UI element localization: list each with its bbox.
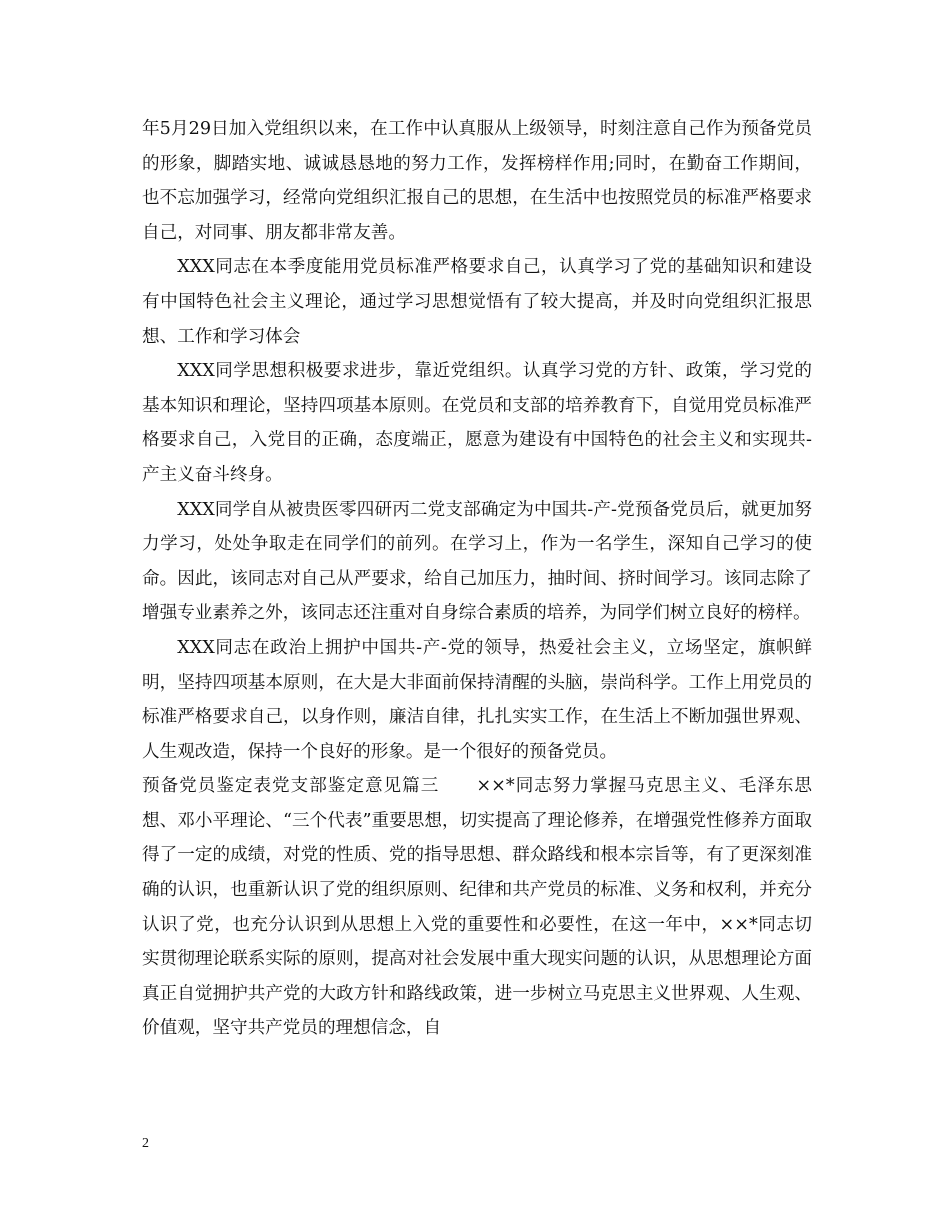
- paragraph-continuation: 年5月29日加入党组织以来，在工作中认真服从上级领导，时刻注意自己作为预备党员的形象，脚踏实地、诚诚恳恳地的努力工作，发挥榜样作用;同时，在勤奋工作期间，也不忘加强学习，经常向党组织汇报自己的思想，在生活中也按照党员的标准严格要求自己，对同事、朋友都非常友善。: [142, 119, 812, 243]
- document-body: [142, 112, 812, 1046]
- paragraph-section-three: 预备党员鉴定表党支部鉴定意见篇三 ××*同志努力掌握马克思主义、毛泽东思想、邓小平理论、“三个代表”重要思想，切实提高了理论修养，在增强党性修养方面取得了一定的成绩，对党的性质、党的指导思想、群众路线和根本宗旨等，有了更深刻准确的认识，也重新认识了党的组织原则、纪律和共产党员的标准、义务和权利，并充分认识了党，也充分认识到从思想上入党的重要性和必要性，在这一年中，××*同志切实贯彻理论联系实际的原则，提高对社会发展中重大现实问题的认识，从思想理论方面真正自觉拥护共产党的大政方针和路线政策，进一步树立马克思主义世界观、人生观、价值观，坚守共产党员的理想信念，自: [142, 776, 812, 1039]
- paragraph-student-progress: XXX同学思想积极要求进步，靠近党组织。认真学习党的方针、政策，学习党的基本知识和理论，坚持四项基本原则。在党员和支部的培养教育下，自觉用党员标准严格要求自己，入党目的正确，态度端正，愿意为建设有中国特色的社会主义和实现共-产主义奋斗终身。: [142, 361, 812, 485]
- paragraph-quarterly-evaluation: XXX同志在本季度能用党员标准严格要求自己，认真学习了党的基础知识和建设有中国特色社会主义理论，通过学习思想觉悟有了较大提高，并及时向党组织汇报思想、工作和学习体会: [142, 257, 812, 347]
- page-number: 2: [142, 1136, 149, 1151]
- paragraph-probationary-member: XXX同学自从被贵医零四研丙二党支部确定为中国共-产-党预备党员后，就更加努力学习，处处争取走在同学们的前列。在学习上，作为一名学生，深知自己学习的使命。因此，该同志对自己从严要求，给自己加压力，抽时间、挤时间学习。该同志除了增强专业素养之外，该同志还注重对自身综合素质的培养，为同学们树立良好的榜样。: [142, 499, 812, 624]
- paragraph-political-stance: XXX同志在政治上拥护中国共-产-党的领导，热爱社会主义，立场坚定，旗帜鲜明，坚持四项基本原则，在大是大非面前保持清醒的头脑，崇尚科学。工作上用党员的标准严格要求自己，以身作则，廉洁自律，扎扎实实工作，在生活上不断加强世界观、人生观改造，保持一个良好的形象。是一个很好的预备党员。: [142, 637, 812, 762]
